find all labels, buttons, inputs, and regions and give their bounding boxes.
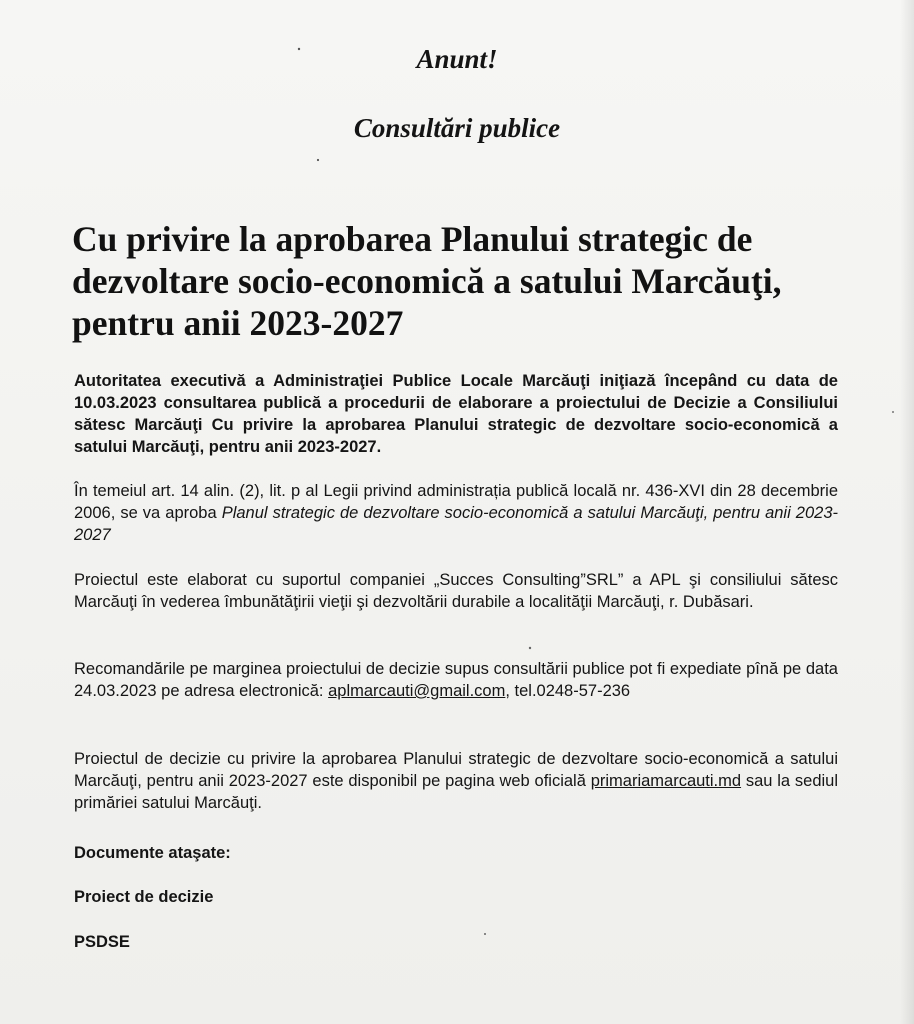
availability-paragraph [74,748,838,814]
availability-text: Proiectul de decizie cu privire la aprobarea Planului strategic de dezvoltare socio-economică a satului Marcăuţi, pentru anii 2023-2027 este disponibil pe pagina web oficială [74,750,838,790]
initiation-paragraph: Autoritatea executivă a Administraţiei Publice Locale Marcăuţi iniţiază începând cu data de 10.03.2023 consultarea publică a procedurii de elaborare a proiectului de Decizie a Consiliului sătesc Marcăuţi Cu privire la aprobarea Planului strategic de dezvoltare socio-economică a satului Marcăuţi, pentru anii 2023-2027. [74,372,838,456]
support-paragraph: Proiectul este elaborat cu suportul companiei „Succes Consulting”SRL” a APL şi consiliului sătesc Marcăuţi în vederea îmbunătăţirii vieţii şi dezvoltării durabile a localităţii Marcăuţi, r. Dubăsari. [74,571,838,611]
website-link[interactable]: primariamarcauti.md [590,772,742,790]
public-consultations-heading: Consultări publice [353,113,561,143]
email-link[interactable]: aplmarcauti@gmail.com [328,682,506,700]
attached-documents-label: Documente ataşate: [74,844,231,862]
attachment-psdse[interactable]: PSDSE [74,933,130,951]
attachment-draft-decision[interactable]: Proiect de decizie [74,888,214,906]
document-title: Cu privire la aprobarea Planului strategic de dezvoltare socio-economică a satului Marcăuţi, pentru anii 2023-2027 [72,219,782,343]
announcement-heading: Anunt! [416,44,498,74]
recommendations-text: Recomandările pe marginea proiectului de decizie supus consultării publice pot fi expediate pînă pe data 24.03.2023 pe adresa electronică: [74,660,838,700]
phone-text: , tel.0248-57-236 [505,682,631,700]
availability-outro: sau la sediul primăriei satului Marcăuţi. [74,772,838,812]
legal-basis-paragraph [74,480,838,546]
legal-basis-text: În temeiul art. 14 alin. (2), lit. p al Legii privind administrația publică locală nr. 436-XVI din 28 decembrie 2006, se va aproba [74,482,838,522]
recommendations-paragraph [74,658,838,702]
legal-basis-plan-title: Planul strategic de dezvoltare socio-economică a satului Marcăuţi, pentru anii 2023-2027 [74,504,839,544]
